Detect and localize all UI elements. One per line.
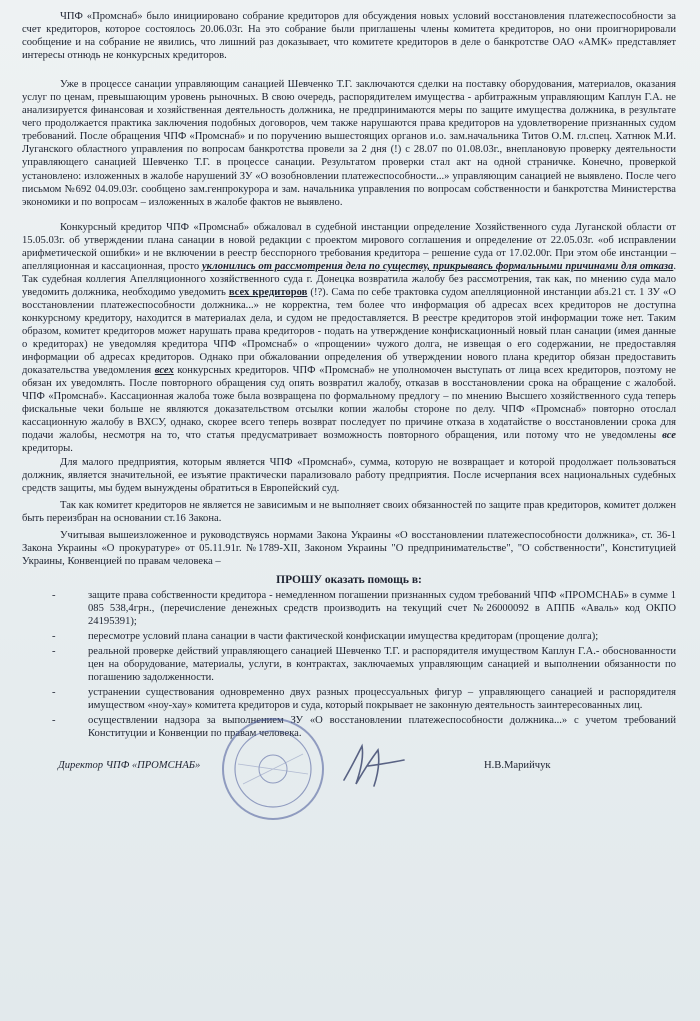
list-item: - устранении существования одновременно двух разных процессуальных фигур – управляющего санацией и распорядителя имуществом «ноу-хау» комитета кредиторов и суда, который покрывает не законную деятельность заинтересованных лиц. [52, 687, 676, 712]
appeal-text-c: (!?). Сама по себе трактовка судом апелляционной инстанции абз.21 ст. 1 ЗУ «О восстановлении платежеспособности должника...» не корректна, тем более что информация об адресах всех кредиторов не доступна конкурсному кредитору, находится в материалах дела, и судом не предоставляется. В реестре кредиторов этой информации тоже нет. Таким образом, комитет кредиторов может нарушать права кредиторов - подать на утверждение конфискационный новый план санации (имея данные о кредиторах) не уведомляя кредитора ЧПФ «Промснаб» о «прощении» чужого долга, не извещая о его содержании, не предоставляя информации об адресах кредиторов. Однако при обжаловании определения об утверждении нового плана кредитор обязан предоставить доказательства уведомления [22, 286, 676, 377]
bullet-dash: - [52, 589, 56, 601]
list-item: - пересмотре условий плана санации в части фактической конфискации имущества кредиторам (прощение долга); [52, 631, 599, 643]
company-stamp-icon [218, 714, 328, 824]
paragraph-legal-basis: Учитывая вышеизложенное и руководствуясь нормами Закона Украины «О восстановлении платежеспособности должника», ст. 36-1 Закона Украины «О прокуратуре» от 05.11.91г. №1789-XII, Законом Украины "О предпринимательстве", "О собственности", Конституцией Украины, Конвенцией по правам человека – [22, 529, 676, 567]
signature-block [22, 746, 676, 786]
appeal-text-a: Конкурсный кредитор ЧПФ «Промснаб» обжаловал в судебной инстанции определение Хозяйственного суда Луганской области от 15.05.03г. об утверждении плана санации в новой редакции с проектом мирового соглашения и определение от 22.05.03г. «об исправлении арифметической ошибки» и не включении в реестр бесспорного требования кредитора – решение суда от 17.02.00г. При этом обе инстанции – апелляционная и кассационная, просто [22, 221, 676, 272]
paragraph-sanation-deals: Уже в процессе санации управляющим санацией Шевченко Т.Г. заключаются сделки на поставку оборудования, материалов, оказания услуг по ценам, превышающим уровень рыночных. В свою очередь, распорядителем имущества - арбитражным управляющим Каплун Г.А. не анализируется финансовая и хозяйственная деятельность должника, не предпринимаются меры по защите имущества должника, в результате чего продолжается практика заключения подобных договоров, чем также нарушаются права кредиторов на удовлетворение признанных судом требований. После обращения ЧПФ «Промснаб» и по поручению вышестоящих органов и.о. зам.начальника Титов О.М. гл.спец. Хатнюк М.И. Луганского областного управления по вопросам банкротства провели за 2 дня (!) с 28.07 по 01.08.03г., внеплановую проверку деятельности управляющего санацией Шевченко Т.Г. в процессе санации. Результатом проверки стал акт на одной страничке. Конечно, проверкой установлено: изложенных в жалобе нарушений ЗУ «О возобновлении платежеспособности...» управляющим санацией не выявлено. После чего письмом №692 04.09.03г. сообщено зам.генпрокурора и зам. начальника управления по вопросам собственности и банкротства Министерства экономики и по вопросам – изложенных в жалобе фактов не выявлено. [22, 79, 676, 208]
paragraph-committee: Так как комитет кредиторов не является не зависимым и не выполняет своих обязанностей по защите прав кредиторов, комитет должен быть переизбран на основании ст.16 Закона. [22, 499, 676, 524]
list-item: - защите права собственности кредитора - немедленном погашении признанных судом требований ЧПФ «ПРОМСНАБ» в сумме 1 085 538,4грн., (перечисление денежных средств производить на текущий счет №26000092 в АППБ «Аваль» код ОКПО 24195391); [52, 589, 676, 627]
bullet-dash: - [52, 646, 56, 658]
list-item: - осуществлении надзора за выполнением ЗУ «О восстановлении платежеспособности должника...» с учетом требований Конституции и Конвенции по правам человека. [52, 715, 676, 740]
appeal-text-e: кредиторы. [22, 443, 73, 455]
appeal-text-d: конкурсных кредиторов. ЧПФ «Промснаб» не уполномочен выступать от лица всех кредиторов, поэтому не обязан их уведомлять. После повторного обращения суд опять возвратил жалобу, отказав в восстановлении срока на обращение с жалобой. ЧПФ «Промснаб». Кассационная жалоба тоже была возвращена по формальному предлогу – по мнению Высшего хозяйственного суда теперь фискальные чеки больше не являются доказательством отсылки копии жалобы стороне по делу. ЧПФ «Промснаб» повторно отослал кассационную жалобу в ВХСУ, однако, скорее всего теперь возврат последует по причине отказа в ходатайстве о восстановлении срока для подачи жалобы, несмотря на то, что статья предусматривает возможность повторного обращения, или потому что не уведомлены [22, 365, 676, 442]
bullet-dash: - [52, 631, 56, 643]
appeal-all-3: все [662, 430, 677, 442]
appeal-text-b: . Так судебная коллегия Апелляционного хозяйственного суда г. Донецка возвратила жалобу без рассмотрения, так как, по мнению суда мало уведомить должника, необходимо уведомить [22, 260, 676, 298]
handwritten-signature-icon [338, 736, 408, 796]
list-item: - реальной проверке действий управляющего санацией Шевченко Т.Г. и распорядителя имуществом Каплун Г.А.- обоснованности цен на оборудование, материалы, услуги, в контрактах, заключаемых управляющим санацией и выполнении обязанности по погашению задолженности. [52, 646, 676, 684]
bullet-dash: - [52, 687, 56, 699]
paragraph-court-appeal [22, 221, 676, 456]
signer-name: Н.В.Марийчук [484, 760, 551, 772]
paragraph-meeting: ЧПФ «Промснаб» было инициировано собрание кредиторов для обсуждения новых условий восстановления платежеспособности за счет кредиторов, которое состоялось 20.06.03г. На это собрание были приглашены члены комитета кредиторов, но они проигнорировали сообщение и на собрание не явились, что лишний раз доказывает, что комитете кредиторов в деле о банкротстве ОАО «АМК» представляет интересы отнюдь не конкурсных кредиторов. [22, 11, 676, 62]
appeal-emphasis: уклонились от рассмотрения дела по существу, прикрываясь формальными причинами для отказа [201, 260, 674, 272]
signer-title: Директор ЧПФ «ПРОМСНАБ» [58, 760, 201, 772]
appeal-all-creditors: всех кредиторов [228, 286, 308, 298]
request-title: ПРОШУ оказать помощь в: [276, 573, 422, 586]
bullet-dash: - [52, 715, 56, 727]
appeal-all-2: всех [154, 365, 174, 377]
request-list [22, 589, 676, 741]
paragraph-small-enterprise: Для малого предприятия, которым является ЧПФ «Промснаб», сумма, которую не возвращает и которой продолжает пользоваться должник, является значительной, ее изъятие практически парализовало работу предприятия. После исчерпания всех национальных судебных средств защиты, мы будем вынуждены обратиться в Европейский суд. [22, 456, 676, 494]
